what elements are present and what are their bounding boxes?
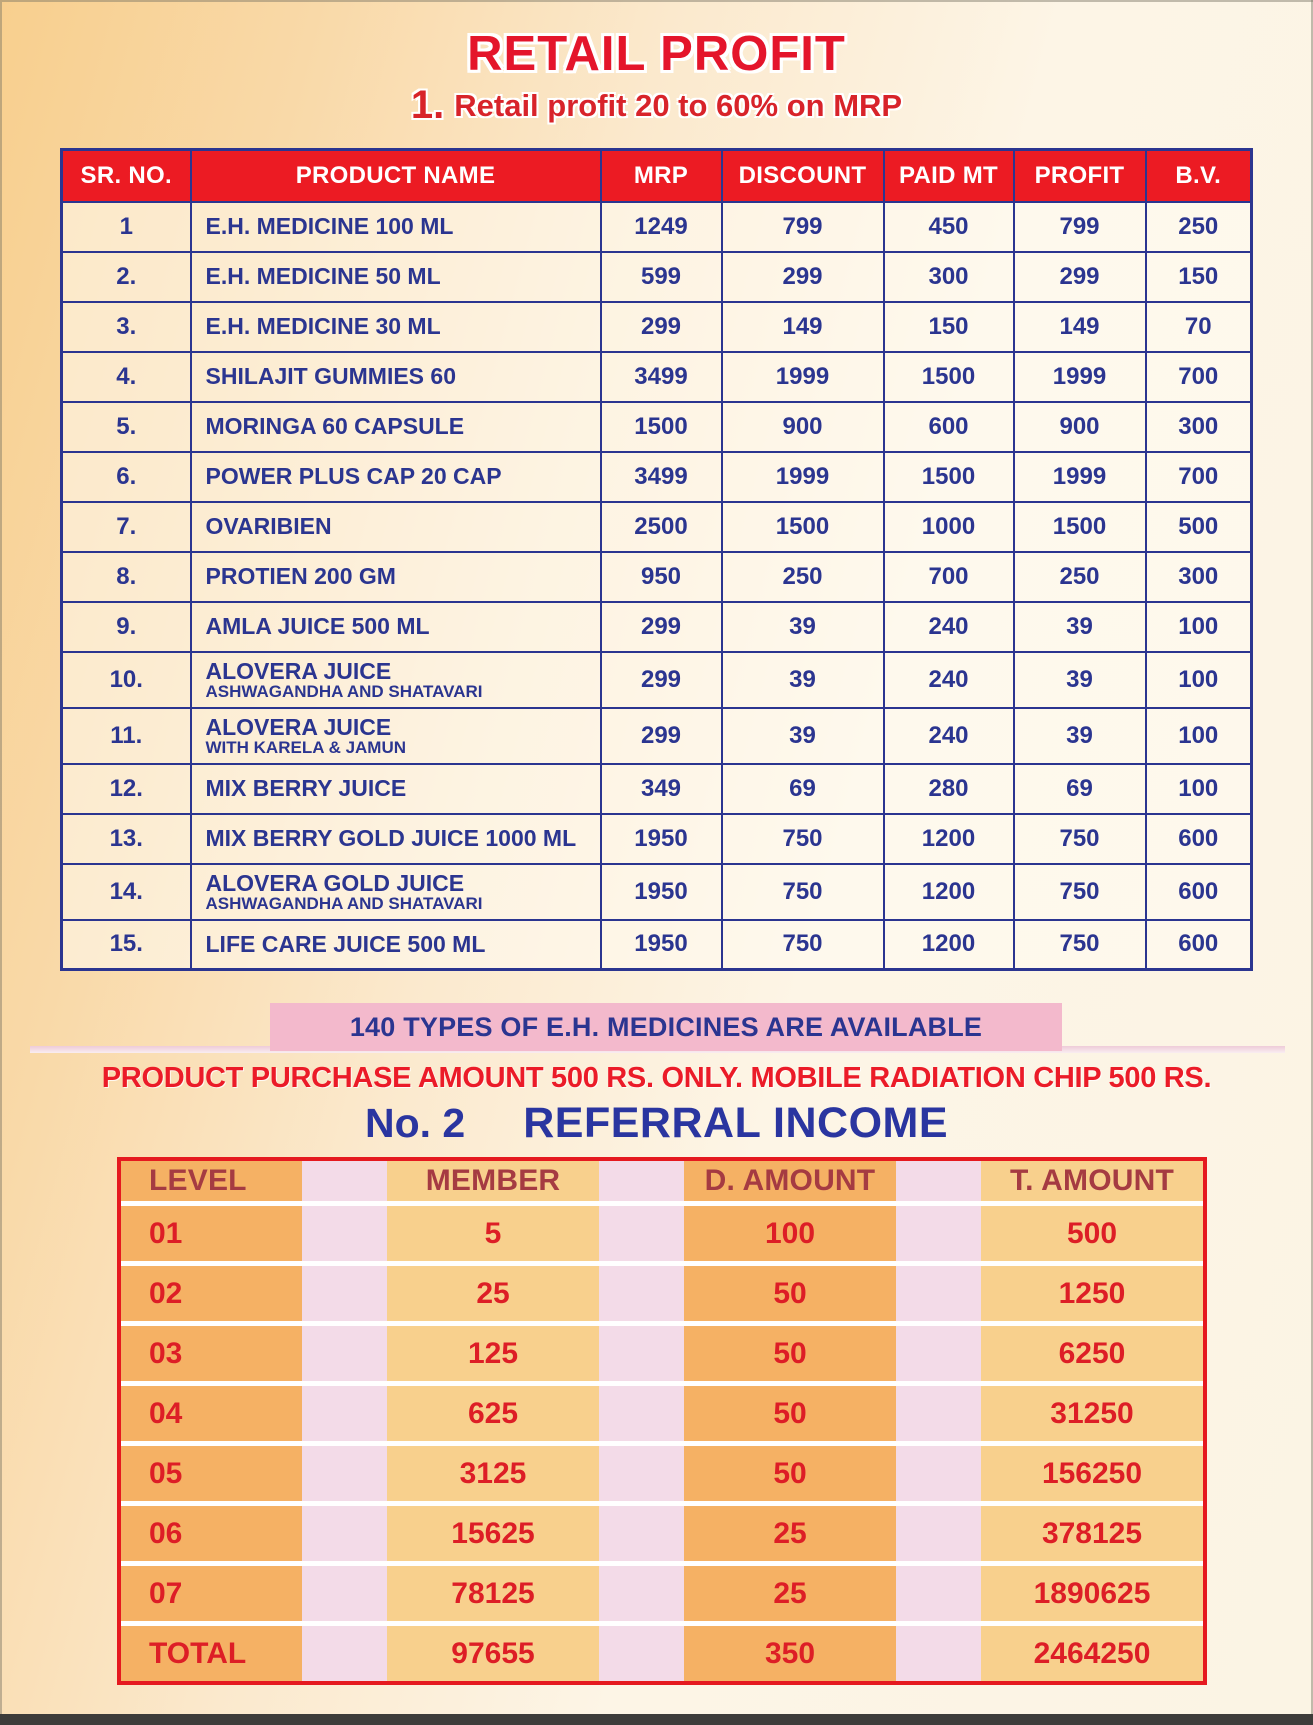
profit-cell: 1500 bbox=[1014, 502, 1146, 552]
bv-cell: 150 bbox=[1146, 252, 1252, 302]
product-table-header bbox=[62, 150, 1252, 202]
paid-mt-cell: 1500 bbox=[884, 352, 1014, 402]
discount-cell: 149 bbox=[722, 302, 884, 352]
member-cell: 25 bbox=[387, 1266, 599, 1321]
product-name-cell bbox=[191, 502, 601, 552]
product-row bbox=[62, 302, 1252, 352]
discount-cell: 39 bbox=[722, 652, 884, 708]
col-d-amount: D. AMOUNT bbox=[684, 1161, 896, 1201]
product-name-cell bbox=[191, 652, 601, 708]
product-name: ALOVERA JUICE bbox=[205, 713, 392, 740]
spacer-cell bbox=[302, 1161, 387, 1201]
bv-cell: 700 bbox=[1146, 352, 1252, 402]
spacer-cell bbox=[599, 1326, 684, 1381]
col-bv: B.V. bbox=[1146, 150, 1252, 202]
product-name-cell bbox=[191, 864, 601, 920]
level-cell: 05 bbox=[121, 1446, 302, 1501]
spacer-cell bbox=[896, 1506, 981, 1561]
mrp-cell: 3499 bbox=[601, 452, 722, 502]
col-sr-no: SR. NO. bbox=[62, 150, 191, 202]
paid-mt-cell: 1200 bbox=[884, 864, 1014, 920]
mrp-cell: 299 bbox=[601, 602, 722, 652]
mrp-cell: 299 bbox=[601, 302, 722, 352]
sr-cell: 13. bbox=[62, 814, 191, 864]
discount-cell: 69 bbox=[722, 764, 884, 814]
product-name-cell bbox=[191, 814, 601, 864]
product-name: MORINGA 60 CAPSULE bbox=[205, 413, 465, 440]
col-profit: PROFIT bbox=[1014, 150, 1146, 202]
t-amount-cell: 1890625 bbox=[981, 1566, 1203, 1621]
paid-mt-cell: 1000 bbox=[884, 502, 1014, 552]
page-subtitle bbox=[0, 83, 1313, 128]
product-subname: ASHWAGANDHA AND SHATAVARI bbox=[205, 681, 483, 701]
profit-cell: 39 bbox=[1014, 602, 1146, 652]
spacer-cell bbox=[302, 1386, 387, 1441]
product-name: SHILAJIT GUMMIES 60 bbox=[205, 363, 456, 390]
sr-cell: 12. bbox=[62, 764, 191, 814]
sr-cell: 6. bbox=[62, 452, 191, 502]
profit-cell: 69 bbox=[1014, 764, 1146, 814]
level-cell: 02 bbox=[121, 1266, 302, 1321]
profit-cell: 39 bbox=[1014, 708, 1146, 764]
col-paid-mt: PAID MT bbox=[884, 150, 1014, 202]
spacer-cell bbox=[599, 1506, 684, 1561]
product-name: E.H. MEDICINE 30 ML bbox=[205, 313, 441, 340]
spacer-cell bbox=[896, 1566, 981, 1621]
discount-cell: 1999 bbox=[722, 452, 884, 502]
paid-mt-cell: 1200 bbox=[884, 920, 1014, 970]
mrp-cell: 599 bbox=[601, 252, 722, 302]
member-cell: 3125 bbox=[387, 1446, 599, 1501]
level-cell: 03 bbox=[121, 1326, 302, 1381]
bv-cell: 250 bbox=[1146, 202, 1252, 252]
subtitle-text: Retail profit 20 to 60% on MRP bbox=[454, 88, 903, 123]
product-name: AMLA JUICE 500 ML bbox=[205, 613, 430, 640]
mrp-cell: 349 bbox=[601, 764, 722, 814]
product-row bbox=[62, 708, 1252, 764]
discount-cell: 750 bbox=[722, 814, 884, 864]
sr-cell: 14. bbox=[62, 864, 191, 920]
product-name-cell bbox=[191, 252, 601, 302]
d-amount-cell: 350 bbox=[684, 1626, 896, 1681]
product-name-cell bbox=[191, 452, 601, 502]
bv-cell: 600 bbox=[1146, 864, 1252, 920]
spacer-cell bbox=[896, 1626, 981, 1681]
spacer-cell bbox=[896, 1206, 981, 1261]
paid-mt-cell: 450 bbox=[884, 202, 1014, 252]
member-cell: 97655 bbox=[387, 1626, 599, 1681]
product-table-body bbox=[62, 202, 1252, 970]
product-row bbox=[62, 452, 1252, 502]
page-title: RETAIL PROFIT bbox=[467, 27, 846, 81]
product-row bbox=[62, 864, 1252, 920]
product-name: ALOVERA JUICE bbox=[205, 657, 392, 684]
profit-cell: 149 bbox=[1014, 302, 1146, 352]
discount-cell: 799 bbox=[722, 202, 884, 252]
paid-mt-cell: 240 bbox=[884, 602, 1014, 652]
product-row bbox=[62, 352, 1252, 402]
member-cell: 5 bbox=[387, 1206, 599, 1261]
product-name: OVARIBIEN bbox=[205, 513, 332, 540]
col-level: LEVEL bbox=[121, 1161, 302, 1201]
mrp-cell: 950 bbox=[601, 552, 722, 602]
referral-table bbox=[117, 1157, 1207, 1685]
bv-cell: 100 bbox=[1146, 652, 1252, 708]
spacer-cell bbox=[896, 1446, 981, 1501]
bv-cell: 100 bbox=[1146, 708, 1252, 764]
spacer-cell bbox=[599, 1386, 684, 1441]
product-name-cell bbox=[191, 552, 601, 602]
profit-cell: 1999 bbox=[1014, 352, 1146, 402]
product-name-cell bbox=[191, 764, 601, 814]
spacer-cell bbox=[896, 1161, 981, 1201]
bv-cell: 500 bbox=[1146, 502, 1252, 552]
product-row bbox=[62, 814, 1252, 864]
mrp-cell: 1950 bbox=[601, 920, 722, 970]
col-member: MEMBER bbox=[387, 1161, 599, 1201]
discount-cell: 39 bbox=[722, 708, 884, 764]
level-cell: 01 bbox=[121, 1206, 302, 1261]
member-cell: 15625 bbox=[387, 1506, 599, 1561]
product-row bbox=[62, 552, 1252, 602]
product-name: PROTIEN 200 GM bbox=[205, 563, 396, 590]
header-row bbox=[62, 150, 1252, 202]
d-amount-cell: 25 bbox=[684, 1566, 896, 1621]
product-row bbox=[62, 602, 1252, 652]
availability-banner: 140 TYPES OF E.H. MEDICINES ARE AVAILABLE bbox=[270, 1003, 1062, 1051]
discount-cell: 1500 bbox=[722, 502, 884, 552]
spacer-cell bbox=[599, 1206, 684, 1261]
product-name-cell bbox=[191, 302, 601, 352]
d-amount-cell: 100 bbox=[684, 1206, 896, 1261]
spacer-cell bbox=[599, 1446, 684, 1501]
product-subname: ASHWAGANDHA AND SHATAVARI bbox=[205, 893, 483, 913]
product-name: POWER PLUS CAP 20 CAP bbox=[205, 463, 502, 490]
mrp-cell: 3499 bbox=[601, 352, 722, 402]
paid-mt-cell: 1500 bbox=[884, 452, 1014, 502]
referral-title: REFERRAL INCOME bbox=[523, 1099, 949, 1147]
discount-cell: 39 bbox=[722, 602, 884, 652]
product-name: ALOVERA GOLD JUICE bbox=[205, 869, 465, 896]
mrp-cell: 1950 bbox=[601, 864, 722, 920]
col-product-name: PRODUCT NAME bbox=[191, 150, 601, 202]
t-amount-cell: 378125 bbox=[981, 1506, 1203, 1561]
discount-cell: 750 bbox=[722, 920, 884, 970]
product-name-cell bbox=[191, 920, 601, 970]
bv-cell: 300 bbox=[1146, 552, 1252, 602]
spacer-cell bbox=[599, 1566, 684, 1621]
product-name-cell bbox=[191, 202, 601, 252]
col-discount: DISCOUNT bbox=[722, 150, 884, 202]
paid-mt-cell: 700 bbox=[884, 552, 1014, 602]
member-cell: 125 bbox=[387, 1326, 599, 1381]
product-name: E.H. MEDICINE 100 ML bbox=[205, 213, 454, 240]
paid-mt-cell: 1200 bbox=[884, 814, 1014, 864]
mrp-cell: 1500 bbox=[601, 402, 722, 452]
spacer-cell bbox=[599, 1266, 684, 1321]
spacer-cell bbox=[302, 1206, 387, 1261]
member-cell: 625 bbox=[387, 1386, 599, 1441]
t-amount-cell: 31250 bbox=[981, 1386, 1203, 1441]
product-name-cell bbox=[191, 602, 601, 652]
t-amount-cell: 6250 bbox=[981, 1326, 1203, 1381]
spacer-cell bbox=[896, 1326, 981, 1381]
t-amount-cell: 500 bbox=[981, 1206, 1203, 1261]
sr-cell: 15. bbox=[62, 920, 191, 970]
spacer-cell bbox=[302, 1326, 387, 1381]
product-row bbox=[62, 502, 1252, 552]
product-name-cell bbox=[191, 708, 601, 764]
spacer-cell bbox=[302, 1506, 387, 1561]
spacer-cell bbox=[896, 1386, 981, 1441]
bv-cell: 600 bbox=[1146, 814, 1252, 864]
subtitle-number: 1. bbox=[410, 83, 445, 127]
level-cell: 07 bbox=[121, 1566, 302, 1621]
discount-cell: 750 bbox=[722, 864, 884, 920]
d-amount-cell: 50 bbox=[684, 1446, 896, 1501]
level-cell: 06 bbox=[121, 1506, 302, 1561]
bv-cell: 700 bbox=[1146, 452, 1252, 502]
bottom-edge-band bbox=[0, 1714, 1313, 1725]
product-subname: WITH KARELA & JAMUN bbox=[205, 737, 407, 757]
sr-cell: 10. bbox=[62, 652, 191, 708]
referral-heading bbox=[0, 1099, 1313, 1148]
spacer-cell bbox=[302, 1626, 387, 1681]
sr-cell: 8. bbox=[62, 552, 191, 602]
discount-cell: 250 bbox=[722, 552, 884, 602]
mrp-cell: 1249 bbox=[601, 202, 722, 252]
spacer-cell bbox=[599, 1626, 684, 1681]
sr-cell: 5. bbox=[62, 402, 191, 452]
d-amount-cell: 50 bbox=[684, 1266, 896, 1321]
discount-cell: 900 bbox=[722, 402, 884, 452]
bv-cell: 70 bbox=[1146, 302, 1252, 352]
sr-cell: 9. bbox=[62, 602, 191, 652]
purchase-note: PRODUCT PURCHASE AMOUNT 500 RS. ONLY. MOBILE RADIATION CHIP 500 RS. bbox=[101, 1062, 1212, 1094]
paid-mt-cell: 600 bbox=[884, 402, 1014, 452]
bv-cell: 100 bbox=[1146, 764, 1252, 814]
product-row bbox=[62, 764, 1252, 814]
d-amount-cell: 25 bbox=[684, 1506, 896, 1561]
product-name-cell bbox=[191, 402, 601, 452]
product-name: MIX BERRY GOLD JUICE 1000 ML bbox=[205, 825, 577, 852]
col-mrp: MRP bbox=[601, 150, 722, 202]
sr-cell: 2. bbox=[62, 252, 191, 302]
t-amount-cell: 1250 bbox=[981, 1266, 1203, 1321]
referral-number: No. 2 bbox=[364, 1100, 466, 1146]
discount-cell: 299 bbox=[722, 252, 884, 302]
product-table bbox=[60, 148, 1253, 971]
spacer-cell bbox=[599, 1161, 684, 1201]
mrp-cell: 2500 bbox=[601, 502, 722, 552]
profit-cell: 750 bbox=[1014, 864, 1146, 920]
spacer-cell bbox=[302, 1446, 387, 1501]
bv-cell: 300 bbox=[1146, 402, 1252, 452]
profit-cell: 900 bbox=[1014, 402, 1146, 452]
product-row bbox=[62, 652, 1252, 708]
paid-mt-cell: 150 bbox=[884, 302, 1014, 352]
level-cell: 04 bbox=[121, 1386, 302, 1441]
product-row bbox=[62, 920, 1252, 970]
bv-cell: 600 bbox=[1146, 920, 1252, 970]
spacer-cell bbox=[896, 1266, 981, 1321]
t-amount-cell: 2464250 bbox=[981, 1626, 1203, 1681]
profit-cell: 750 bbox=[1014, 814, 1146, 864]
spacer-cell bbox=[302, 1566, 387, 1621]
product-name: MIX BERRY JUICE bbox=[205, 775, 407, 802]
paid-mt-cell: 240 bbox=[884, 652, 1014, 708]
sr-cell: 1 bbox=[62, 202, 191, 252]
profit-cell: 299 bbox=[1014, 252, 1146, 302]
paid-mt-cell: 300 bbox=[884, 252, 1014, 302]
paid-mt-cell: 280 bbox=[884, 764, 1014, 814]
product-row bbox=[62, 202, 1252, 252]
sr-cell: 7. bbox=[62, 502, 191, 552]
product-name: E.H. MEDICINE 50 ML bbox=[205, 263, 441, 290]
discount-cell: 1999 bbox=[722, 352, 884, 402]
product-row bbox=[62, 402, 1252, 452]
profit-cell: 250 bbox=[1014, 552, 1146, 602]
profit-cell: 1999 bbox=[1014, 452, 1146, 502]
sr-cell: 4. bbox=[62, 352, 191, 402]
product-row bbox=[62, 252, 1252, 302]
profit-cell: 750 bbox=[1014, 920, 1146, 970]
sr-cell: 11. bbox=[62, 708, 191, 764]
level-cell: TOTAL bbox=[121, 1626, 302, 1681]
sr-cell: 3. bbox=[62, 302, 191, 352]
paid-mt-cell: 240 bbox=[884, 708, 1014, 764]
d-amount-cell: 50 bbox=[684, 1386, 896, 1441]
product-name-cell bbox=[191, 352, 601, 402]
member-cell: 78125 bbox=[387, 1566, 599, 1621]
profit-cell: 39 bbox=[1014, 652, 1146, 708]
mrp-cell: 1950 bbox=[601, 814, 722, 864]
product-name: LIFE CARE JUICE 500 ML bbox=[205, 931, 486, 958]
mrp-cell: 299 bbox=[601, 652, 722, 708]
spacer-cell bbox=[302, 1266, 387, 1321]
t-amount-cell: 156250 bbox=[981, 1446, 1203, 1501]
profit-cell: 799 bbox=[1014, 202, 1146, 252]
bv-cell: 100 bbox=[1146, 602, 1252, 652]
col-t-amount: T. AMOUNT bbox=[981, 1161, 1203, 1201]
d-amount-cell: 50 bbox=[684, 1326, 896, 1381]
mrp-cell: 299 bbox=[601, 708, 722, 764]
